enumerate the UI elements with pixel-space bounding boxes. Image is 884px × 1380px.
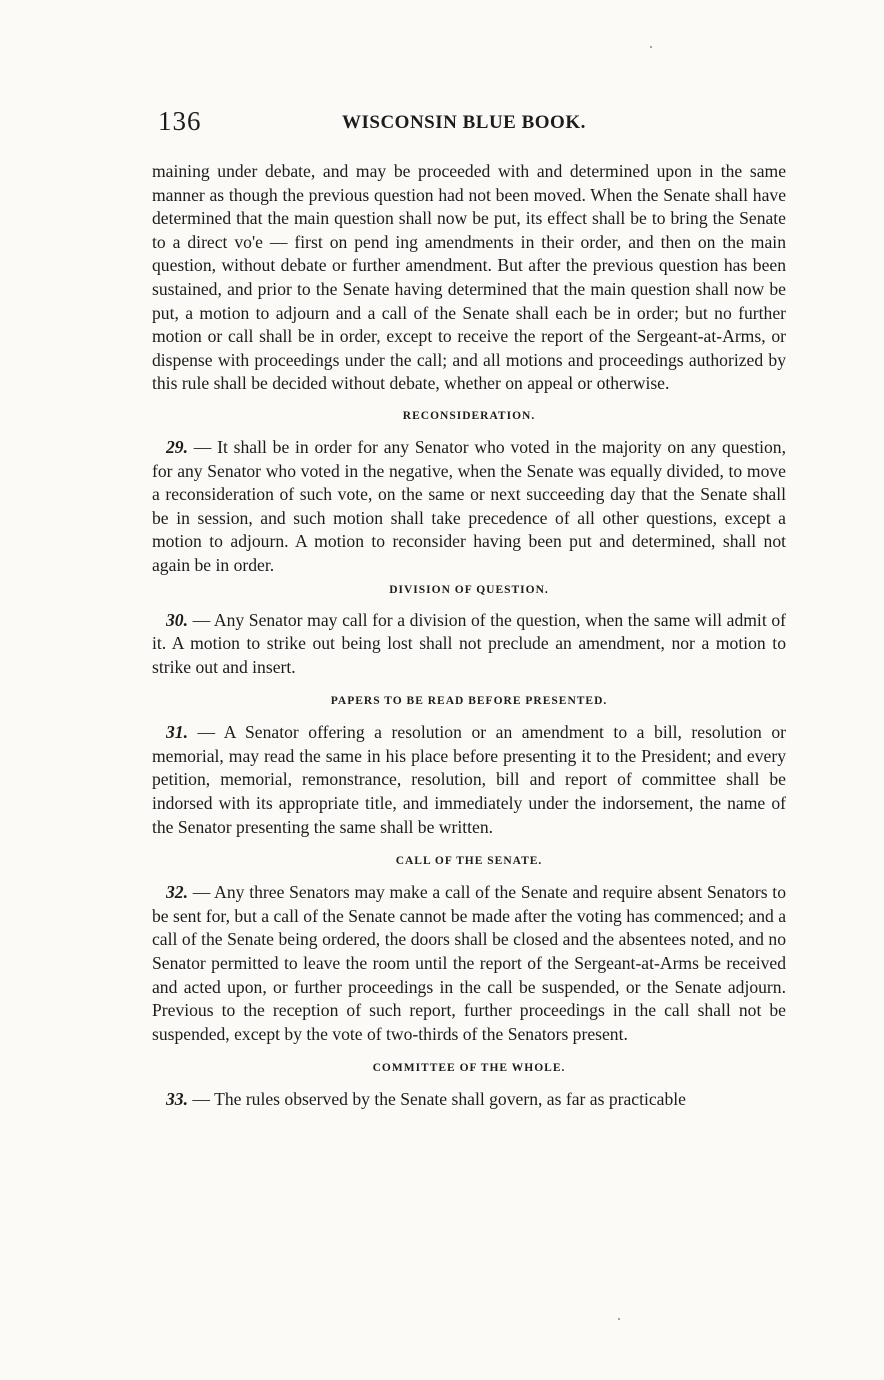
- rule-29-paragraph: [152, 436, 786, 578]
- paragraph-text: — Any three Senators may make a call of the Senate and require absent Senators to be sent for, but a call of the Senate cannot be made after the voting has commenced; and a call of the Senate being ordered, the doors shall be closed and the absentees noted, and no Senator permitted to leave the room until the report of the Sergeant-at-Arms be received and acted upon, or further proceedings in the call be suspended, or the Senate adjourn. Previous to the reception of such report, further proceedings in the call shall not be suspended, except by the vote of two-thirds of the Senators present.: [152, 882, 786, 1044]
- rule-number: 31.: [166, 722, 188, 743]
- rule-31-paragraph: [152, 721, 786, 839]
- section-title-papers-to-be-read: PAPERS TO BE READ BEFORE PRESENTED.: [330, 695, 608, 708]
- rule-33-paragraph: [152, 1088, 786, 1112]
- section-title-division-of-question: DIVISION OF QUESTION.: [389, 583, 549, 596]
- section-title-committee-of-the-whole: COMMITTEE OF THE WHOLE.: [372, 1062, 566, 1075]
- continued-paragraph: [152, 160, 786, 396]
- paragraph-text: — The rules observed by the Senate shall govern, as far as practicable: [188, 1089, 686, 1110]
- paragraph-text: — It shall be in order for any Senator who voted in the majority on any question, for any Senator who voted in the negative, when the Senate was equally divided, to move a reconsideration of such vote, on the same or next succeeding day that the Senate shall be in session, and such motion shall take precedence of all other questions, except a motion to adjourn. A motion to reconsider having been put and determined, shall not again be in order.: [152, 436, 786, 575]
- rule-number: 30.: [166, 609, 188, 630]
- page-number: 136: [158, 106, 202, 136]
- page-body: [152, 160, 786, 1112]
- paragraph-text: — Any Senator may call for a division of the question, when the same will admit of it. A motion to strike out being lost shall not preclude an amendment, nor a motion to strike out and insert.: [152, 609, 786, 677]
- section-title-reconsideration: RECONSIDERATION.: [402, 409, 536, 422]
- paragraph-text: — A Senator offering a resolution or an amendment to a bill, resolution or memorial, may read the same in his place before presenting it to the President; and every petition, memorial, remonstrance, resolution, bill and report of committee shall be indorsed with its appropriate title, and immediately under the indorsement, the name of the Senator presenting the same shall be written.: [152, 722, 786, 837]
- section-title-call-of-the-senate: CALL OF THE SENATE.: [395, 855, 543, 868]
- rule-30-paragraph: [152, 609, 786, 680]
- rule-number: 33.: [166, 1089, 188, 1110]
- page-header: [152, 106, 792, 142]
- running-title: WISCONSIN BLUE BOOK.: [342, 112, 586, 133]
- rule-number: 29.: [166, 436, 188, 457]
- rule-32-paragraph: [152, 881, 786, 1046]
- paragraph-text: maining under debate, and may be proceeded with and determined upon in the same manner as though the previous question had not been moved. When the Senate shall have determined that the main question shall now be put, its effect shall be to bring the Senate to a direct vo'e — first on pend ing amendments in their order, and then on the main question, without debate or further amendment. But after the previous question has been sustained, and prior to the Senate having determined that the main question shall now be put, a motion to adjourn and a call of the Senate shall each be in order; but no further motion or call shall be in order, except to receive the report of the Sergeant-at-Arms, or dispense with proceedings under the call; and all motions and proceedings authorized by this rule shall be decided without debate, whether on appeal or otherwise.: [152, 161, 786, 394]
- paper-speck: [650, 46, 652, 48]
- paper-speck: [618, 1318, 620, 1320]
- rule-number: 32.: [166, 882, 188, 903]
